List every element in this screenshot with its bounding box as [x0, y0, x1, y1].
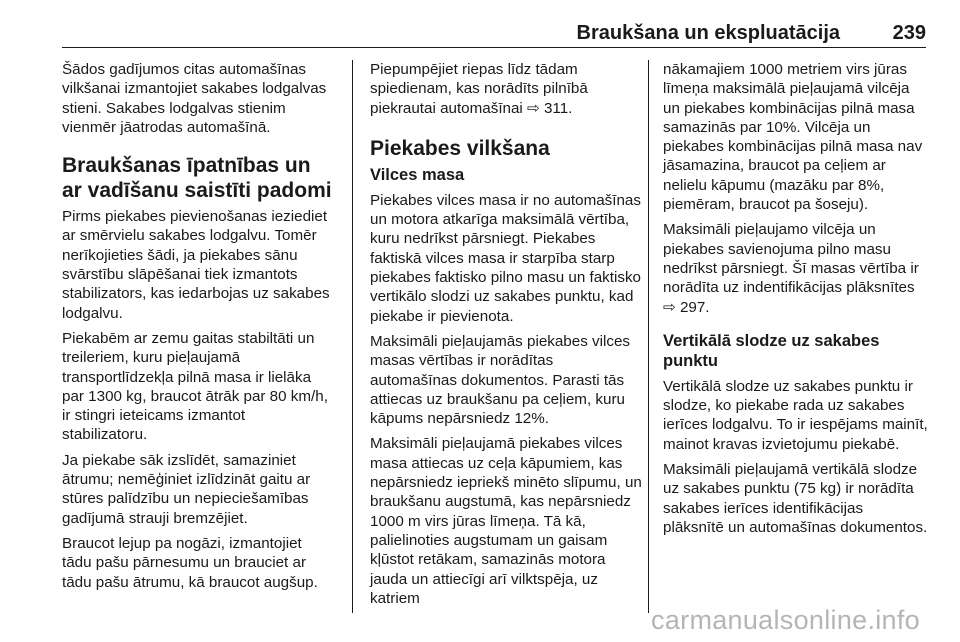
- subheading-towing-mass: Vilces masa: [370, 165, 465, 184]
- header-title: Braukšana un ekspluatācija: [576, 22, 840, 44]
- column-divider-2: [648, 60, 649, 613]
- watermark: carmanualsonline.info: [651, 605, 920, 635]
- header-divider: [62, 47, 926, 48]
- paragraph: Maksimāli pieļaujamā piekabes vilces masa attiecas uz ceļa kāpumiem, kas nepārsniedz iepriekš minēto slīpumu, un braukšanu augstumā, kas nepārsniedz 1000 m virs jūras līmeņa. Tā kā, palielinoties augstumam un gaisam kļūstot retākam, samazinās motora jauda un attiecīgi arī vilktspēja, uz katriem: [370, 435, 642, 607]
- paragraph: Maksimāli pieļaujamo vilcēja un piekabes savienojuma pilno masu nedrīkst pārsniegt. Šī masas vērtība ir norādīta uz indentifikācijas plāksnītes ⇨ 297.: [663, 221, 919, 316]
- page-header: [0, 0, 960, 46]
- paragraph: Piekabes vilces masa ir no automašīnas un motora atkarīga maksimālā vērtība, kuru nedrīkst pārsniegt. Piekabes faktiskā vilces masa ir starpība starp piekabes faktisko pilno masu un faktisko vertikālo slodzi uz sakabes punktu, kad piekabe ir pievienota.: [370, 191, 641, 325]
- column-2: [370, 60, 642, 614]
- paragraph: nākamajiem 1000 metriem virs jūras līmeņa maksimālā pieļaujamā vilcēja un piekabes kombinācijas pilnā masa samazinās par 10%. Vilcēja un piekabes kombinācijas pilnā masa nav jāsamazina, braucot pa ceļiem ar nelielu kāpumu (mazāku par 8%, piemēram, braucot pa šoseju).: [663, 61, 923, 214]
- paragraph: Vertikālā slodze uz sakabes punktu ir slodze, ko piekabe rada uz sakabes ierīces lodgalvu. To ir iespējams mainīt, mainot kravas izvietojumu piekabē.: [663, 377, 928, 453]
- page-number: 239: [892, 22, 926, 44]
- paragraph: Piekabēm ar zemu gaitas stabiltāti un treileriem, kuru pieļaujamā transportlīdzekļa pilnā masa ir lielāka par 1300 kg, braucot ātrāk par 80 km/h, ir stingri ieteicams izmantot stabilizatoru.: [62, 329, 328, 444]
- subheading-vertical-load: Vertikālā slodze uz sakabes punktu: [663, 331, 880, 370]
- paragraph: Piepumpējiet riepas līdz tādam spiedienam, kas norādīts pilnībā piekrautai automašīnai ⇨ 311.: [370, 61, 588, 117]
- paragraph: Maksimāli pieļaujamās piekabes vilces masas vērtības ir norādītas automašīnas dokumentos. Parasti tās attiecas uz braukšanu pa ceļiem, kuru kāpums nepārsniedz 12%.: [370, 332, 630, 428]
- column-divider-1: [352, 60, 353, 613]
- paragraph: Braucot lejup pa nogāzi, izmantojiet tādu pašu pārnesumu un brauciet ar tādu pašu ātrumu, kā braucot augšup.: [62, 534, 318, 591]
- column-1: [62, 60, 334, 598]
- paragraph: Maksimāli pieļaujamā vertikālā slodze uz sakabes punktu (75 kg) ir norādīta sakabes ierīces identifikācijas plāksnītē un automašīnas dokumentos.: [663, 461, 928, 536]
- column-3: [663, 60, 928, 543]
- paragraph: Ja piekabe sāk izslīdēt, samaziniet ātrumu; nemēģiniet izlīdzināt gaitu ar stūres palīdzību un nepieciešamības gadījumā strauji bremzējiet.: [62, 451, 311, 527]
- paragraph: Šādos gadījumos citas automašīnas vilkšanai izmantojiet sakabes lodgalvas stieni. Sakabes lodgalvas stienim vienmēr jāatrodas automašīnā.: [62, 61, 327, 136]
- section-heading-driving-tips: Braukšanas īpatnības un ar vadīšanu saistīti padomi: [62, 154, 332, 203]
- section-heading-trailer-towing: Piekabes vilkšana: [370, 136, 550, 160]
- paragraph: Pirms piekabes pievienošanas ieziediet ar smērvielu sakabes lodgalvu. Tomēr nerīkojieties šādi, ja piekabes sānu svārstību slāpēšanai tiek izmantots stabilizators, kas iedarbojas uz sakabes lodgalvu.: [62, 208, 330, 322]
